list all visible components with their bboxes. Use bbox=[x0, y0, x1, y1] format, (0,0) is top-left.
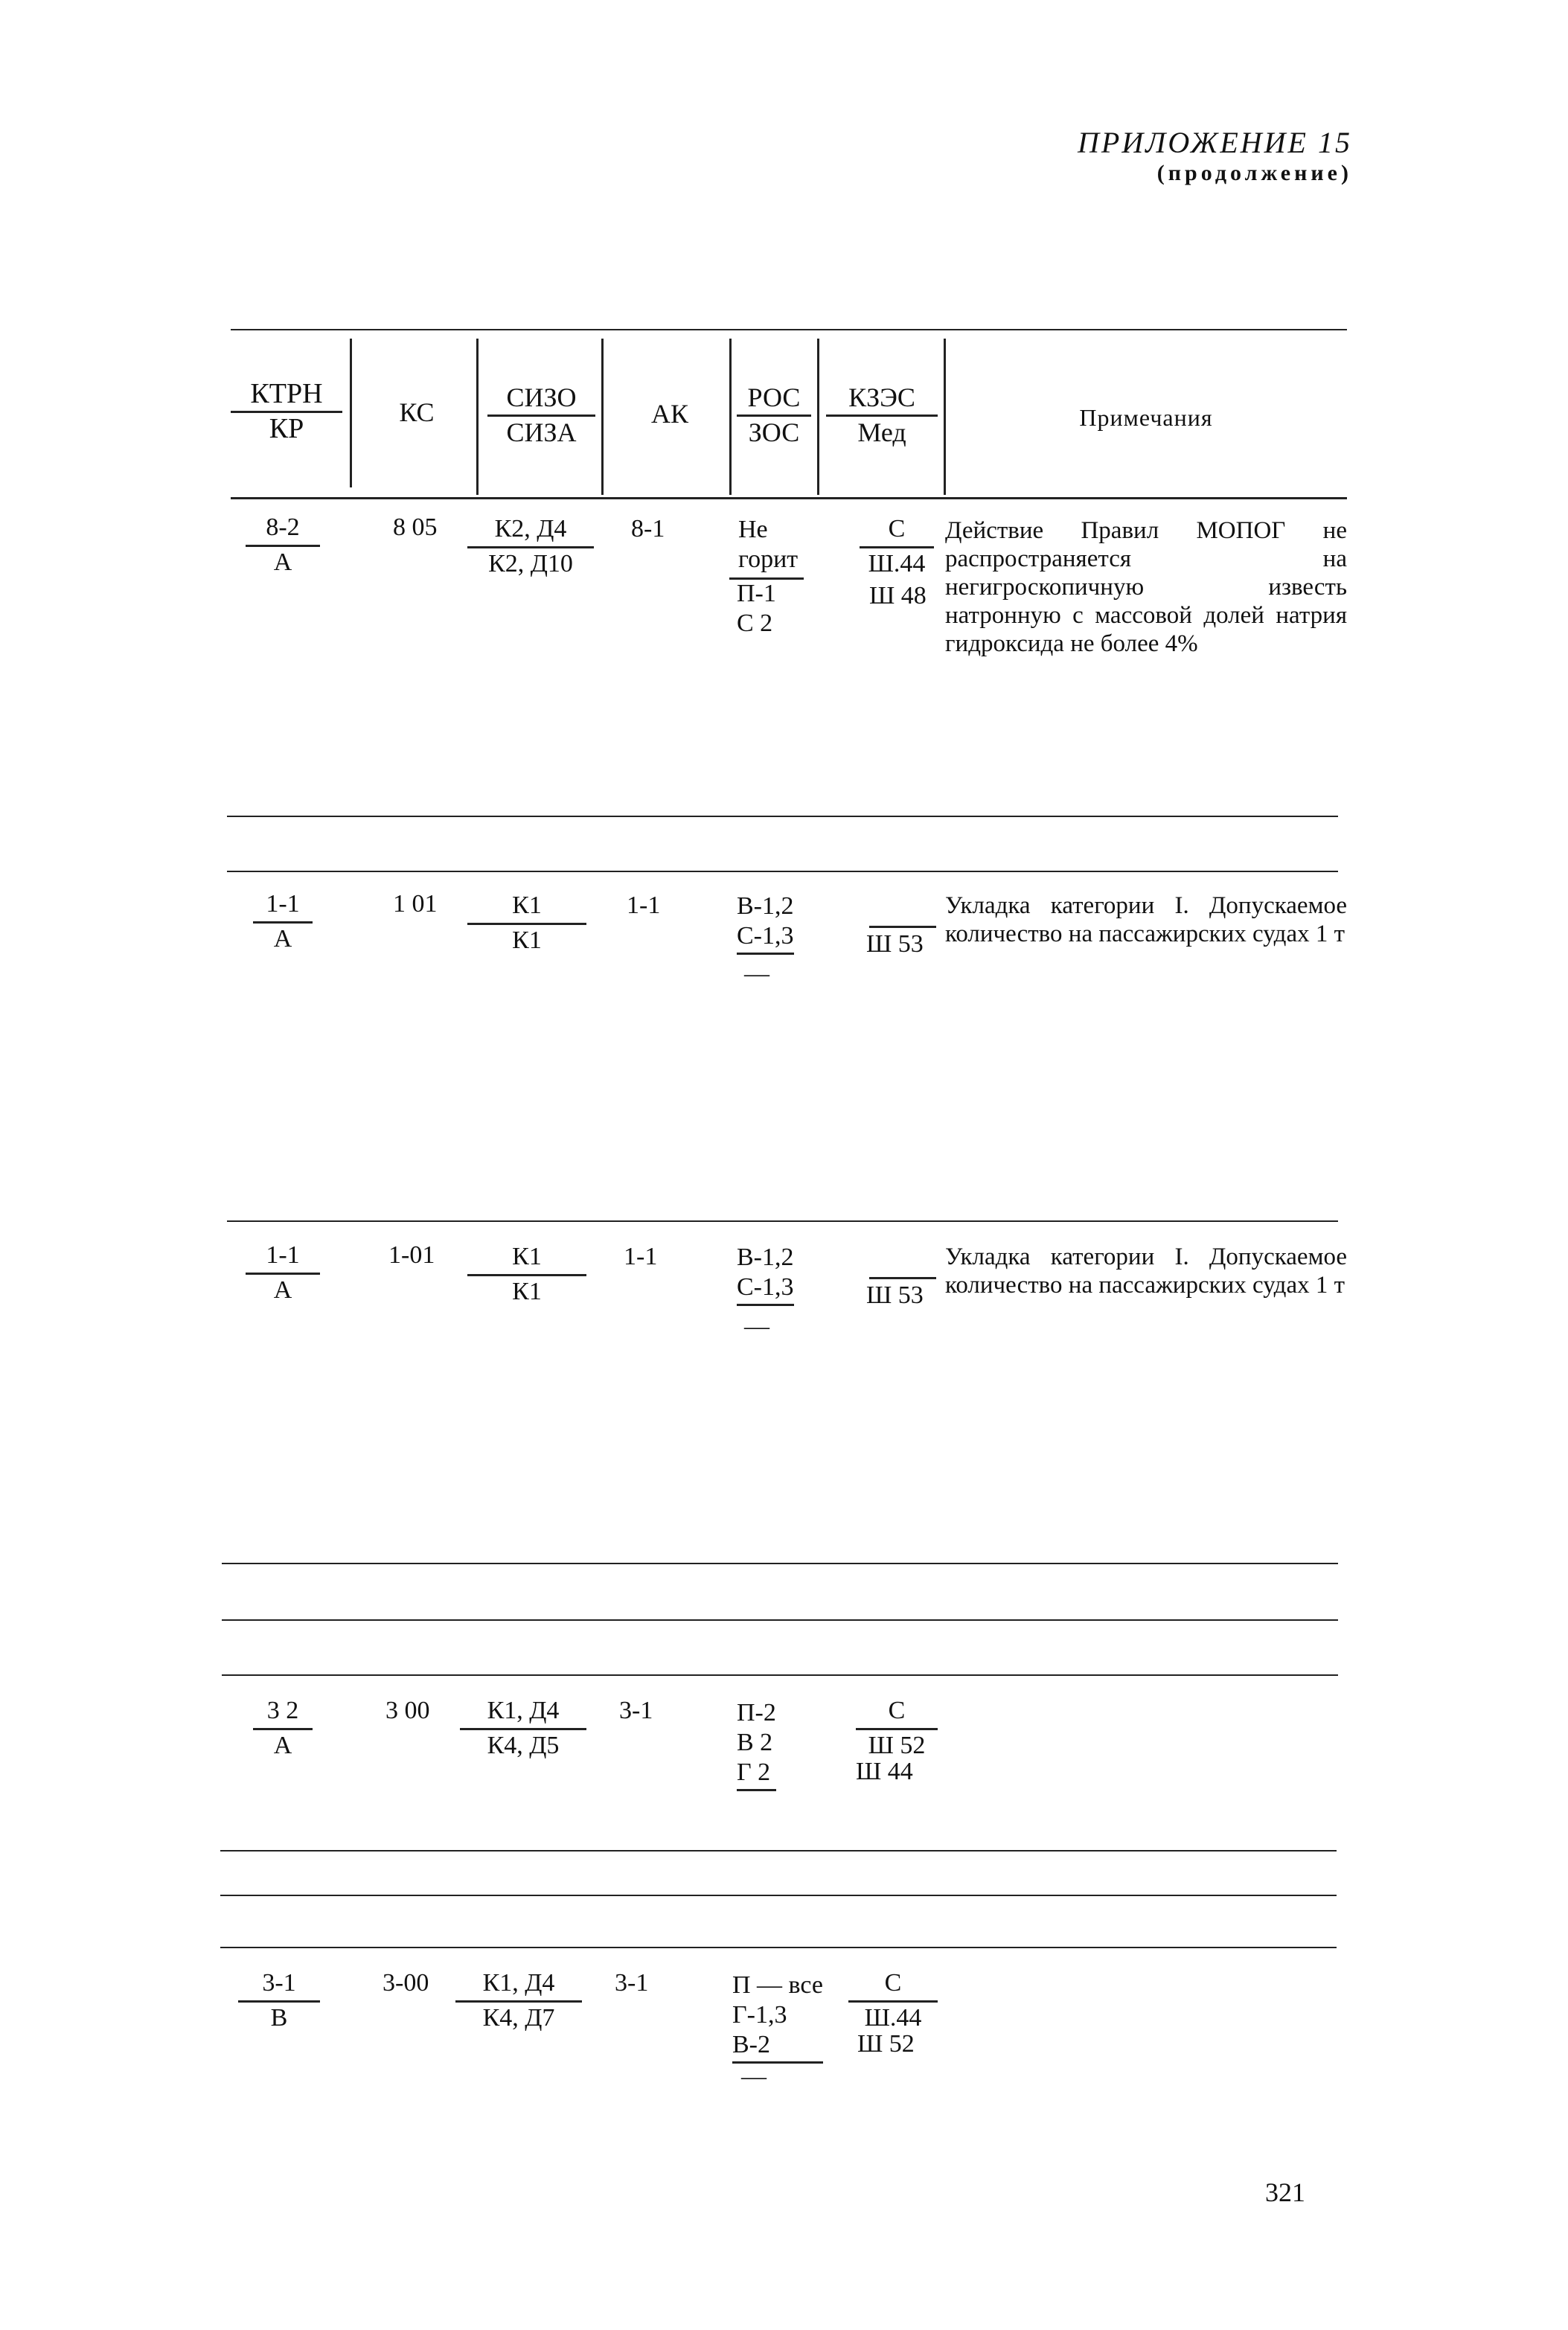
column-divider bbox=[944, 339, 946, 495]
row4-ros-line: В 2 bbox=[737, 1729, 773, 1756]
row5-ks: 3-00 bbox=[383, 1969, 429, 1997]
row4-ros bbox=[737, 1698, 776, 1791]
row5-sizo-siza bbox=[455, 1969, 582, 2032]
row-divider bbox=[220, 1895, 1337, 1896]
row3-krn: 1-1 bbox=[246, 1241, 320, 1275]
row4-krn: 3 2 bbox=[253, 1697, 313, 1730]
row1-ks: 8 05 bbox=[393, 513, 438, 541]
row3-zos: — bbox=[744, 1313, 769, 1340]
row4-kzes-med bbox=[856, 1697, 938, 1760]
row1-ros-line: горит bbox=[738, 545, 799, 573]
column-divider bbox=[476, 339, 479, 495]
row1-kzes-med bbox=[860, 515, 934, 578]
row2-ks: 1 01 bbox=[393, 890, 438, 918]
col-header-notes: Примечания bbox=[1079, 404, 1213, 431]
table-top-rule bbox=[231, 329, 1347, 330]
row2-ros bbox=[737, 892, 794, 955]
row-divider bbox=[227, 871, 1338, 872]
col-header-ros: РОС bbox=[737, 383, 811, 417]
row-divider bbox=[222, 1619, 1338, 1621]
row2-ak: 1-1 bbox=[627, 892, 661, 919]
row5-kr: В bbox=[270, 2004, 288, 2032]
appendix-subtitle: (продолжение) bbox=[1156, 161, 1352, 185]
row4-sizo-siza bbox=[460, 1697, 586, 1760]
row3-krn-kr bbox=[246, 1241, 320, 1305]
row4-krn-kr bbox=[253, 1697, 313, 1760]
row2-ros-line: С-1,3 bbox=[737, 921, 794, 955]
row5-med-2: Ш 52 bbox=[857, 2030, 915, 2058]
row1-zos bbox=[737, 579, 776, 638]
row2-krn-kr bbox=[253, 890, 313, 953]
col-header-med: Мед bbox=[857, 417, 906, 447]
row-divider bbox=[220, 1947, 1337, 1948]
col-header-ktrn: КТРН bbox=[231, 380, 342, 413]
row4-siza: К4, Д5 bbox=[487, 1732, 560, 1759]
row1-note: Действие Правил МОПОГ не распространяется на негигроскопичную известь натронную с массовой долей натрия гидроксида не более 4% bbox=[945, 517, 1347, 657]
row2-kr: А bbox=[273, 925, 292, 953]
col-header-kzes: КЗЭС bbox=[826, 383, 938, 417]
row1-siza: К2, Д10 bbox=[488, 550, 573, 577]
row1-zos-line: С 2 bbox=[737, 609, 773, 637]
column-divider bbox=[817, 339, 819, 495]
row2-zos: — bbox=[744, 960, 769, 988]
page-number: 321 bbox=[1265, 2177, 1305, 2207]
column-divider bbox=[350, 339, 352, 487]
row3-note: Укладка категории I. Допускаемое количество на пассажирских судах 1 т bbox=[945, 1244, 1347, 1299]
row1-ros bbox=[738, 515, 798, 575]
row4-kr: А bbox=[273, 1732, 292, 1759]
row5-ros bbox=[732, 1971, 823, 2064]
col-header-ak: АК bbox=[650, 399, 688, 429]
col-header-sizo-siza bbox=[487, 383, 595, 447]
column-divider bbox=[729, 339, 732, 495]
row2-siza: К1 bbox=[512, 926, 542, 954]
row5-sizo: К1, Д4 bbox=[455, 1969, 582, 2003]
row4-kzes: С bbox=[856, 1697, 938, 1730]
row-divider bbox=[222, 1674, 1338, 1676]
col-header-siza: СИЗА bbox=[506, 417, 577, 447]
row2-kzes-rule bbox=[869, 926, 936, 928]
row5-ak: 3-1 bbox=[615, 1969, 649, 1997]
column-divider bbox=[601, 339, 604, 495]
row2-krn: 1-1 bbox=[253, 890, 313, 924]
appendix-title: ПРИЛОЖЕНИЕ 15 bbox=[1078, 126, 1352, 159]
row3-siza: К1 bbox=[512, 1278, 542, 1305]
row4-ros-line: П-2 bbox=[737, 1699, 776, 1726]
row4-med: Ш 52 bbox=[868, 1732, 926, 1759]
row4-ros-line: Г 2 bbox=[737, 1758, 776, 1791]
row1-med: Ш.44 bbox=[868, 550, 926, 577]
row-divider bbox=[227, 1220, 1338, 1222]
row4-ak: 3-1 bbox=[619, 1697, 653, 1724]
row5-kzes-med bbox=[848, 1969, 938, 2032]
row-divider bbox=[227, 816, 1338, 817]
row1-med-2: Ш 48 bbox=[869, 582, 927, 609]
row5-med: Ш.44 bbox=[864, 2004, 922, 2032]
row3-ak: 1-1 bbox=[624, 1243, 658, 1270]
row3-ros bbox=[737, 1243, 794, 1306]
row1-krn-kr bbox=[246, 513, 320, 577]
row1-sizo-siza bbox=[467, 515, 594, 578]
col-header-ktrn-kr bbox=[231, 380, 342, 443]
row5-zos: — bbox=[741, 2063, 767, 2090]
col-header-zos: ЗОС bbox=[748, 417, 800, 447]
row2-sizo: К1 bbox=[467, 892, 586, 925]
row4-ks: 3 00 bbox=[385, 1697, 430, 1724]
row5-krn: 3-1 bbox=[238, 1969, 320, 2003]
row1-ak: 8-1 bbox=[631, 515, 665, 543]
col-header-ks: КС bbox=[399, 397, 435, 427]
row3-sizo-siza bbox=[467, 1243, 586, 1306]
col-header-ros-zos bbox=[737, 383, 811, 447]
row3-sizo: К1 bbox=[467, 1243, 586, 1276]
col-header-sizo: СИЗО bbox=[487, 383, 595, 417]
row2-ros-line: В-1,2 bbox=[737, 892, 794, 920]
row3-ks: 1-01 bbox=[388, 1241, 435, 1269]
row1-sizo: К2, Д4 bbox=[467, 515, 594, 548]
row4-sizo: К1, Д4 bbox=[460, 1697, 586, 1730]
row5-krn-kr bbox=[238, 1969, 320, 2032]
row5-ros-line: В-2 bbox=[732, 2030, 823, 2064]
col-header-kzes-med bbox=[826, 383, 938, 447]
col-header-kr: КР bbox=[269, 413, 304, 444]
row4-med-2: Ш 44 bbox=[856, 1758, 913, 1785]
row1-kzes: С bbox=[860, 515, 934, 548]
table-header-bottom-rule bbox=[231, 497, 1347, 499]
row1-zos-line: П-1 bbox=[737, 580, 776, 607]
row-divider bbox=[220, 1850, 1337, 1851]
row3-ros-line: В-1,2 bbox=[737, 1244, 794, 1271]
row2-sizo-siza bbox=[467, 892, 586, 955]
row5-ros-line: Г-1,3 bbox=[732, 2001, 787, 2029]
row3-ros-line: С-1,3 bbox=[737, 1273, 794, 1306]
row1-kr: А bbox=[273, 548, 292, 576]
row5-siza: К4, Д7 bbox=[482, 2004, 555, 2032]
row1-ros-line: Не bbox=[738, 516, 768, 543]
row-divider bbox=[222, 1563, 1338, 1564]
row2-med: Ш 53 bbox=[866, 930, 924, 958]
row1-krn: 8-2 bbox=[246, 513, 320, 547]
row5-kzes: С bbox=[848, 1969, 938, 2003]
row5-ros-line: П — все bbox=[732, 1971, 824, 1999]
row3-med: Ш 53 bbox=[866, 1281, 924, 1309]
row3-kzes-rule bbox=[869, 1277, 936, 1279]
row3-kr: А bbox=[273, 1276, 292, 1304]
row2-note: Укладка категории I. Допускаемое количество на пассажирских судах 1 т bbox=[945, 892, 1347, 947]
